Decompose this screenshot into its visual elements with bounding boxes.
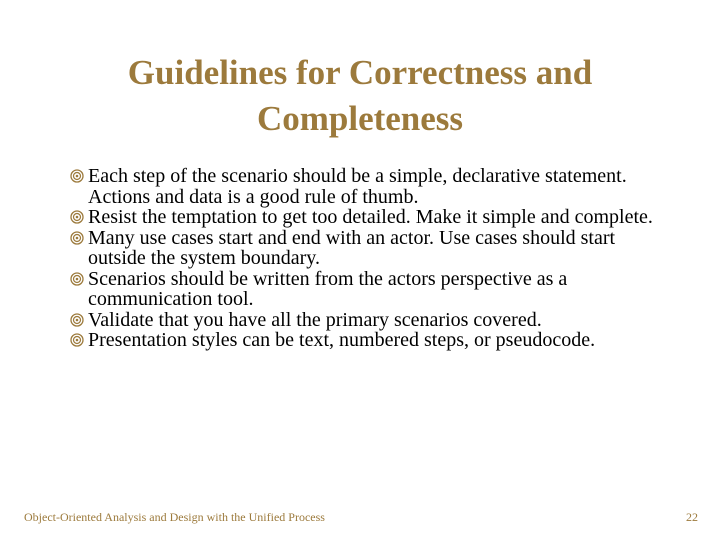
bullet-item [70,269,670,310]
bullet-item [70,330,670,351]
target-circle-icon [70,169,84,183]
bullet-text: Scenarios should be written from the actors perspective as a communication tool. [88,267,568,310]
bullet-text: Resist the temptation to get too detailed. Make it simple and complete. [88,206,653,228]
bullet-list [70,166,670,351]
bullet-text: Presentation styles can be text, numbered steps, or pseudocode. [88,329,596,351]
bullet-item [70,228,670,269]
target-circle-icon [70,231,84,245]
bullet-text: Validate that you have all the primary scenarios covered. [88,308,542,331]
slide-title-line-2: Completeness [256,99,464,138]
target-circle-icon [70,210,84,224]
bullet-item [70,310,670,331]
page-number: 22 [686,510,698,524]
target-circle-icon [70,272,84,286]
bullet-text: Many use cases start and end with an actor. Use cases should start outside the system boundary. [88,226,616,269]
bullet-item [70,166,670,207]
target-circle-icon [70,313,84,327]
slide-title-line-1: Guidelines for Correctness and [127,53,593,92]
footer-book-title: Object-Oriented Analysis and Design with the Unified Process [24,510,325,524]
slide-title [60,50,660,142]
target-circle-icon [70,333,84,347]
bullet-text: Each step of the scenario should be a simple, declarative statement. Actions and data is a good rule of thumb. [88,165,627,208]
bullet-item [70,207,670,228]
